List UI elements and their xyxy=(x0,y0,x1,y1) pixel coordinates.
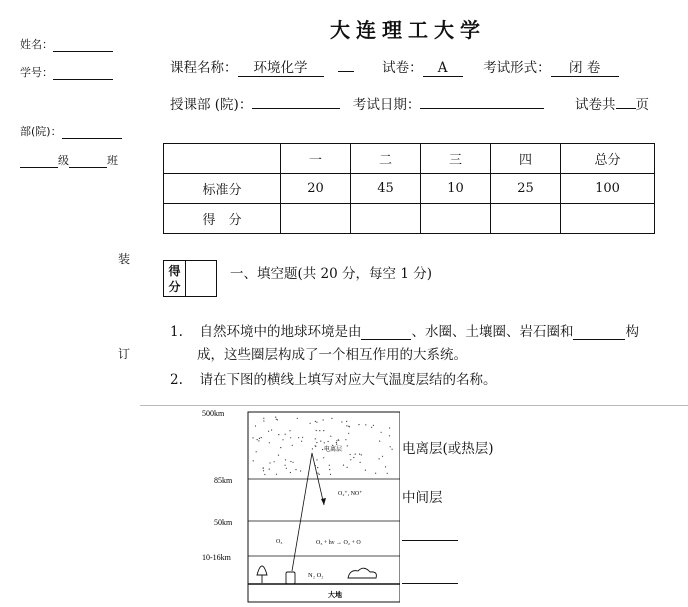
grade-label: 级 xyxy=(58,154,69,167)
ionosphere-dot xyxy=(350,459,351,460)
ionosphere-dot xyxy=(347,445,348,446)
ionosphere-dot xyxy=(259,438,260,439)
atmosphere-diagram xyxy=(200,405,400,607)
ionosphere-dot xyxy=(323,430,324,431)
table-cell: 100 xyxy=(561,174,655,204)
binding-mark-ding: 订 xyxy=(118,347,131,361)
table-row xyxy=(164,204,655,234)
ionosphere-dot xyxy=(330,436,331,437)
ionosphere-dot xyxy=(358,424,359,425)
ionosphere-dot xyxy=(256,451,257,452)
paper-label: 试卷： xyxy=(382,60,423,76)
ionosphere-dot xyxy=(278,434,279,435)
ionosphere-dot xyxy=(323,457,324,458)
instrument-icon xyxy=(286,572,295,584)
question-number: 2. xyxy=(170,372,183,388)
ionosphere-dot xyxy=(316,442,317,443)
student-name-label: 姓名： xyxy=(20,38,53,51)
ionosphere-dot xyxy=(346,425,347,426)
student-name-field xyxy=(20,36,113,52)
arrow-head-icon xyxy=(321,498,326,505)
ionosphere-dot xyxy=(274,461,275,462)
ionosphere-dot xyxy=(312,448,313,449)
ionosphere-dot xyxy=(316,430,317,431)
ionosphere-dot xyxy=(258,440,259,441)
ionosphere-dot xyxy=(316,422,317,423)
ionosphere-dot xyxy=(280,447,281,448)
ionosphere-dot xyxy=(348,433,349,434)
class-label: 班 xyxy=(107,154,118,167)
ionosphere-dot xyxy=(263,418,264,419)
ionosphere-dot xyxy=(359,454,360,455)
ionosphere-dot xyxy=(317,467,318,468)
student-dept-field xyxy=(20,123,122,139)
ionosphere-dot xyxy=(324,442,325,443)
blank-2[interactable] xyxy=(573,327,625,340)
ionosphere-dot xyxy=(315,421,316,422)
ionosphere-dots xyxy=(252,417,392,476)
ionosphere-dot xyxy=(292,462,293,463)
ionosphere-dot xyxy=(349,426,350,427)
student-id-field xyxy=(20,64,113,80)
student-dept-label: 部(院)： xyxy=(20,125,62,138)
ionosphere-dot xyxy=(389,427,390,428)
y-label-50km: 50km xyxy=(214,518,233,527)
table-cell: 25 xyxy=(491,174,561,204)
ionosphere-dot xyxy=(373,425,374,426)
ionosphere-dot xyxy=(375,473,376,474)
teaching-dept-label: 授课部 (院)： xyxy=(170,97,253,113)
score-input-cell[interactable] xyxy=(421,204,491,234)
answer-blank-troposphere[interactable] xyxy=(402,583,458,584)
ionosphere-dot xyxy=(346,421,347,422)
ionosphere-dot xyxy=(360,462,361,463)
score-table-col-1: 一 xyxy=(281,144,351,174)
y-label-tropo: 10-16km xyxy=(202,553,231,562)
score-table-col-2: 二 xyxy=(351,144,421,174)
paper-value: A xyxy=(423,60,463,77)
ionosphere-dot xyxy=(255,425,256,426)
question-2: 2. 请在下图的横线上填写对应大气温度层结的名称。 xyxy=(170,372,497,388)
ionosphere-dot xyxy=(289,430,290,431)
score-input-cell[interactable] xyxy=(561,204,655,234)
ionosphere-dot xyxy=(345,439,346,440)
answer-mesosphere: 中间层 xyxy=(402,490,443,506)
table-cell: 20 xyxy=(281,174,351,204)
table-cell: 45 xyxy=(351,174,421,204)
n2o2-text: N₂ O₂ xyxy=(308,572,324,579)
score-table-col-3: 三 xyxy=(421,144,491,174)
ionosphere-dot xyxy=(390,446,391,447)
row-label-score: 得 分 xyxy=(164,204,281,234)
ionosphere-dot xyxy=(263,470,264,471)
student-id-label: 学号： xyxy=(20,66,53,79)
ionosphere-dot xyxy=(285,465,286,466)
ionosphere-dot xyxy=(300,470,301,471)
ionosphere-dot xyxy=(329,465,330,466)
ionosphere-dot xyxy=(382,456,383,457)
ionosphere-dot xyxy=(277,419,278,420)
pages-label-post: 页 xyxy=(635,97,650,113)
ionosphere-dot xyxy=(252,437,253,438)
question-1: 1. 自然环境中的地球环境是由 、水圈、土壤圈、岩石圈和 构 xyxy=(170,324,639,340)
student-class-field xyxy=(20,152,118,168)
ionosphere-dot xyxy=(331,418,332,419)
ionosphere-dot xyxy=(269,442,270,443)
ionosphere-dot xyxy=(365,424,366,425)
ionosphere-dot xyxy=(268,431,269,432)
section-score-box xyxy=(163,260,217,297)
ionosphere-dot xyxy=(261,437,262,438)
ionosphere-dot xyxy=(387,473,388,474)
ionosphere-dot xyxy=(269,462,270,463)
row-label-standard: 标准分 xyxy=(164,174,281,204)
ionosphere-dot xyxy=(286,468,287,469)
ionosphere-dot xyxy=(290,461,291,462)
ionosphere-dot xyxy=(263,468,264,469)
score-table xyxy=(163,143,655,234)
cloud-icon xyxy=(348,568,376,578)
ionosphere-dot xyxy=(315,438,316,439)
diagram-frame xyxy=(248,412,400,602)
ionosphere-dot xyxy=(365,470,366,471)
course-info-line xyxy=(170,56,619,77)
ionosphere-dot xyxy=(330,474,331,475)
answer-thermosphere: 电离层(或热层) xyxy=(402,441,494,457)
tree-icon xyxy=(257,566,267,583)
ionosphere-dot xyxy=(320,441,321,442)
ionosphere-dot xyxy=(290,437,291,438)
ionosphere-dot xyxy=(315,445,316,446)
y-label-85km: 85km xyxy=(214,476,233,485)
score-table-col-total: 总分 xyxy=(561,144,655,174)
course-value: 环境化学 xyxy=(238,56,324,77)
ionosphere-dot xyxy=(336,442,337,443)
dept-info-line xyxy=(170,93,649,113)
o3-reaction-text: O₃ + hν → O₂ + O xyxy=(316,540,361,546)
ionosphere-dot xyxy=(319,430,320,431)
section-score-box-label: 得 分 xyxy=(164,261,186,296)
ionosphere-dot xyxy=(278,455,279,456)
ionosphere-text: 电离层 xyxy=(324,447,343,453)
ionosphere-dot xyxy=(343,465,344,466)
ionosphere-dot xyxy=(295,469,296,470)
score-input-cell[interactable] xyxy=(351,204,421,234)
ionosphere-dot xyxy=(379,441,380,442)
ionosphere-dot xyxy=(347,467,348,468)
score-input-cell[interactable] xyxy=(491,204,561,234)
pages-label-pre: 试卷共 xyxy=(575,97,616,113)
table-row xyxy=(164,174,655,204)
score-table-corner xyxy=(164,144,281,174)
ionosphere-dot xyxy=(381,432,382,433)
ionosphere-dot xyxy=(350,454,351,455)
ionosphere-dot xyxy=(361,454,362,455)
ionosphere-dot xyxy=(389,435,390,436)
ionosphere-dot xyxy=(317,473,318,474)
ionosphere-dot xyxy=(271,429,272,430)
binding-mark-zhuang: 装 xyxy=(118,252,131,266)
ionosphere-dot xyxy=(371,427,372,428)
ionosphere-dot xyxy=(276,419,277,420)
ionosphere-dot xyxy=(323,419,324,420)
table-cell: 10 xyxy=(421,174,491,204)
score-table-header-row xyxy=(164,144,655,174)
ionosphere-dot xyxy=(302,437,303,438)
ionosphere-dot xyxy=(336,444,337,445)
exam-form-value: 闭 卷 xyxy=(551,56,619,77)
score-input-cell[interactable] xyxy=(281,204,351,234)
ionosphere-dot xyxy=(355,454,356,455)
ionosphere-dot xyxy=(290,472,291,473)
section-1-heading: 一、填空题(共 20 分，每空 1 分) xyxy=(230,266,432,282)
ionosphere-dot xyxy=(301,441,302,442)
ionosphere-dot xyxy=(336,440,337,441)
ionosphere-dot xyxy=(264,474,265,475)
ionosphere-dot xyxy=(310,423,311,424)
radio-wave-up xyxy=(292,453,312,571)
ionosphere-dot xyxy=(269,469,270,470)
ionosphere-dot xyxy=(282,439,283,440)
o3-text: O₃ xyxy=(276,539,283,545)
ionosphere-dot xyxy=(392,449,393,450)
ionosphere-dot xyxy=(298,437,299,438)
ionosphere-dot xyxy=(379,458,380,459)
ionosphere-dot xyxy=(353,457,354,458)
ionosphere-dot xyxy=(285,434,286,435)
ionosphere-dot xyxy=(385,466,386,467)
blank-1[interactable] xyxy=(361,327,411,340)
score-table-col-4: 四 xyxy=(491,144,561,174)
ionosphere-dot xyxy=(276,474,277,475)
ionosphere-dot xyxy=(275,417,276,418)
question-1-line-2: 成，这些圈层构成了一个相互作用的大系统。 xyxy=(197,347,467,363)
question-number: 1. xyxy=(170,324,183,340)
ionosphere-dot xyxy=(341,421,342,422)
ionosphere-dot xyxy=(263,420,264,421)
ionosphere-dot xyxy=(332,445,333,446)
ionosphere-dot xyxy=(328,441,329,442)
ionosphere-dot xyxy=(329,469,330,470)
y-label-500km: 500km xyxy=(202,409,225,418)
exam-form-label: 考试形式： xyxy=(483,60,551,76)
ionosphere-dot xyxy=(316,459,317,460)
ionosphere-dot xyxy=(297,418,298,419)
ionosphere-dot xyxy=(338,439,339,440)
ions-text: O₂⁺, NO⁺ xyxy=(338,491,363,497)
answer-blank-stratosphere[interactable] xyxy=(402,540,458,541)
ionosphere-dot xyxy=(285,459,286,460)
ionosphere-dot xyxy=(319,474,320,475)
exam-date-label: 考试日期： xyxy=(352,97,421,113)
course-label: 课程名称： xyxy=(170,60,238,76)
ionosphere-dot xyxy=(292,445,293,446)
ionosphere-dot xyxy=(257,439,258,440)
university-title: 大连理工大学 xyxy=(330,18,486,42)
ground-text: 大地 xyxy=(328,591,342,599)
ionosphere-dot xyxy=(253,460,254,461)
